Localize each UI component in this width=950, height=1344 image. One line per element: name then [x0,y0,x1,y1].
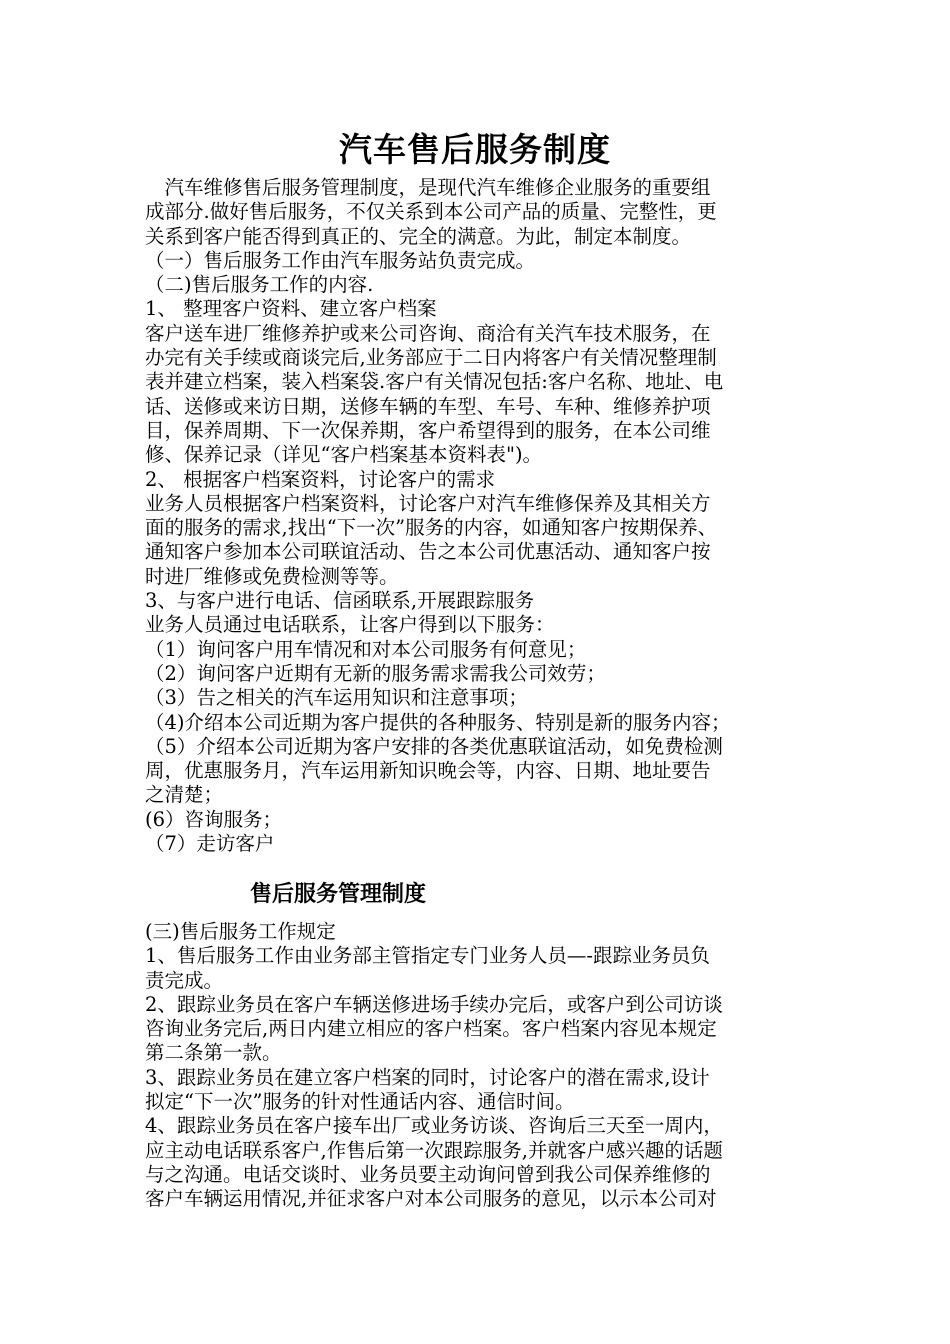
text-line: 客户送车进厂维修养护或来公司咨询、商洽有关汽车技术服务，在 [145,321,711,345]
text-line: （二)售后服务工作的内容. [145,273,374,297]
text-line: （7）走访客户 [145,832,275,856]
section-content [145,176,825,856]
text-line: (三)售后服务工作规定 [145,920,336,943]
text-line: 咨询业务完后,两日内建立相应的客户档案。客户档案内容见本规定 [145,1017,717,1041]
text-line: 拟定“下一次”服务的针对性通话内容、通信时间。 [145,1090,575,1114]
text-line: 2、跟踪业务员在客户车辆送修进场手续办完后，或客户到公司访谈 [145,992,723,1016]
text-line: 成部分.做好售后服务，不仅关系到本公司产品的质量、完整性，更 [145,200,717,224]
text-line: （3）告之相关的汽车运用知识和注意事项； [145,686,528,710]
text-line: 表并建立档案，装入档案袋.客户有关情况包括:客户名称、地址、电 [145,370,724,394]
text-line: 业务人员通过电话联系，让客户得到以下服务： [145,613,555,637]
section-rules [145,920,825,1212]
text-line: 与之沟通。电话交谈时、业务员要主动询问曾到我公司保养维修的 [145,1162,711,1186]
text-line: (6）咨询服务； [145,807,283,831]
text-line: 1、 整理客户资料、建立客户档案 [145,297,437,321]
text-line: 通知客户参加本公司联谊活动、告之本公司优惠活动、通知客户按 [145,540,711,564]
text-line: （5）介绍本公司近期为客户安排的各类优惠联谊活动，如免费检测 [145,734,723,758]
text-line: 业务人员根据客户档案资料，讨论客户对汽车维修保养及其相关方 [145,491,711,515]
text-line: 责完成。 [145,968,224,992]
text-line: 2、 根据客户档案资料，讨论客户的需求 [145,467,496,491]
text-line: 面的服务的需求,找出“下一次”服务的内容，如通知客户按期保养、 [145,516,718,540]
text-line: 1、售后服务工作由业务部主管指定专门业务人员—-跟踪业务员负 [145,944,710,968]
text-line: 目，保养周期、下一次保养期，客户希望得到的服务，在本公司维 [145,418,711,442]
section-subtitle: 售后服务管理制度 [250,882,427,907]
text-line: （1）询问客户用车情况和对本公司服务有何意见； [145,637,587,661]
text-line: （4)介绍本公司近期为客户提供的各种服务、特别是新的服务内容； [145,710,731,734]
text-line: 时进厂维修或免费检测等等。 [145,564,399,588]
text-line: 第二条第一款。 [145,1041,282,1065]
document-title: 汽车售后服务制度 [339,130,611,169]
text-line: 3、与客户进行电话、信函联系,开展跟踪服务 [145,589,535,613]
text-line: 3、跟踪业务员在建立客户档案的同时，讨论客户的潜在需求,设计 [145,1065,710,1089]
text-line: 办完有关手续或商谈完后,业务部应于二日内将客户有关情况整理制 [145,346,717,370]
text-line: 客户车辆运用情况,并征求客户对本公司服务的意见，以示本公司对 [145,1187,717,1211]
text-line: 4、跟踪业务员在客户接车出厂或业务访谈、咨询后三天至一周内， [145,1114,723,1138]
text-line: （2）询问客户近期有无新的服务需求需我公司效劳； [145,661,606,685]
text-line: （一）售后服务工作由汽车服务站负责完成。 [145,248,536,272]
text-line: 关系到客户能否得到真正的、完全的满意。为此，制定本制度。 [145,224,692,248]
text-line: 话、送修或来访日期，送修车辆的车型、车号、车种、维修养护项 [145,394,711,418]
text-line: 修、保养记录（详见“客户档案基本资料表")。 [145,443,543,467]
text-line: 之清楚； [145,783,224,807]
text-line: 应主动电话联系客户,作售后第一次跟踪服务,并就客户感兴趣的话题 [145,1138,723,1162]
text-line: 周，优惠服务月，汽车运用新知识晚会等，内容、日期、地址要告 [145,759,711,783]
text-line: 汽车维修售后服务管理制度，是现代汽车维修企业服务的重要组 [145,176,711,199]
